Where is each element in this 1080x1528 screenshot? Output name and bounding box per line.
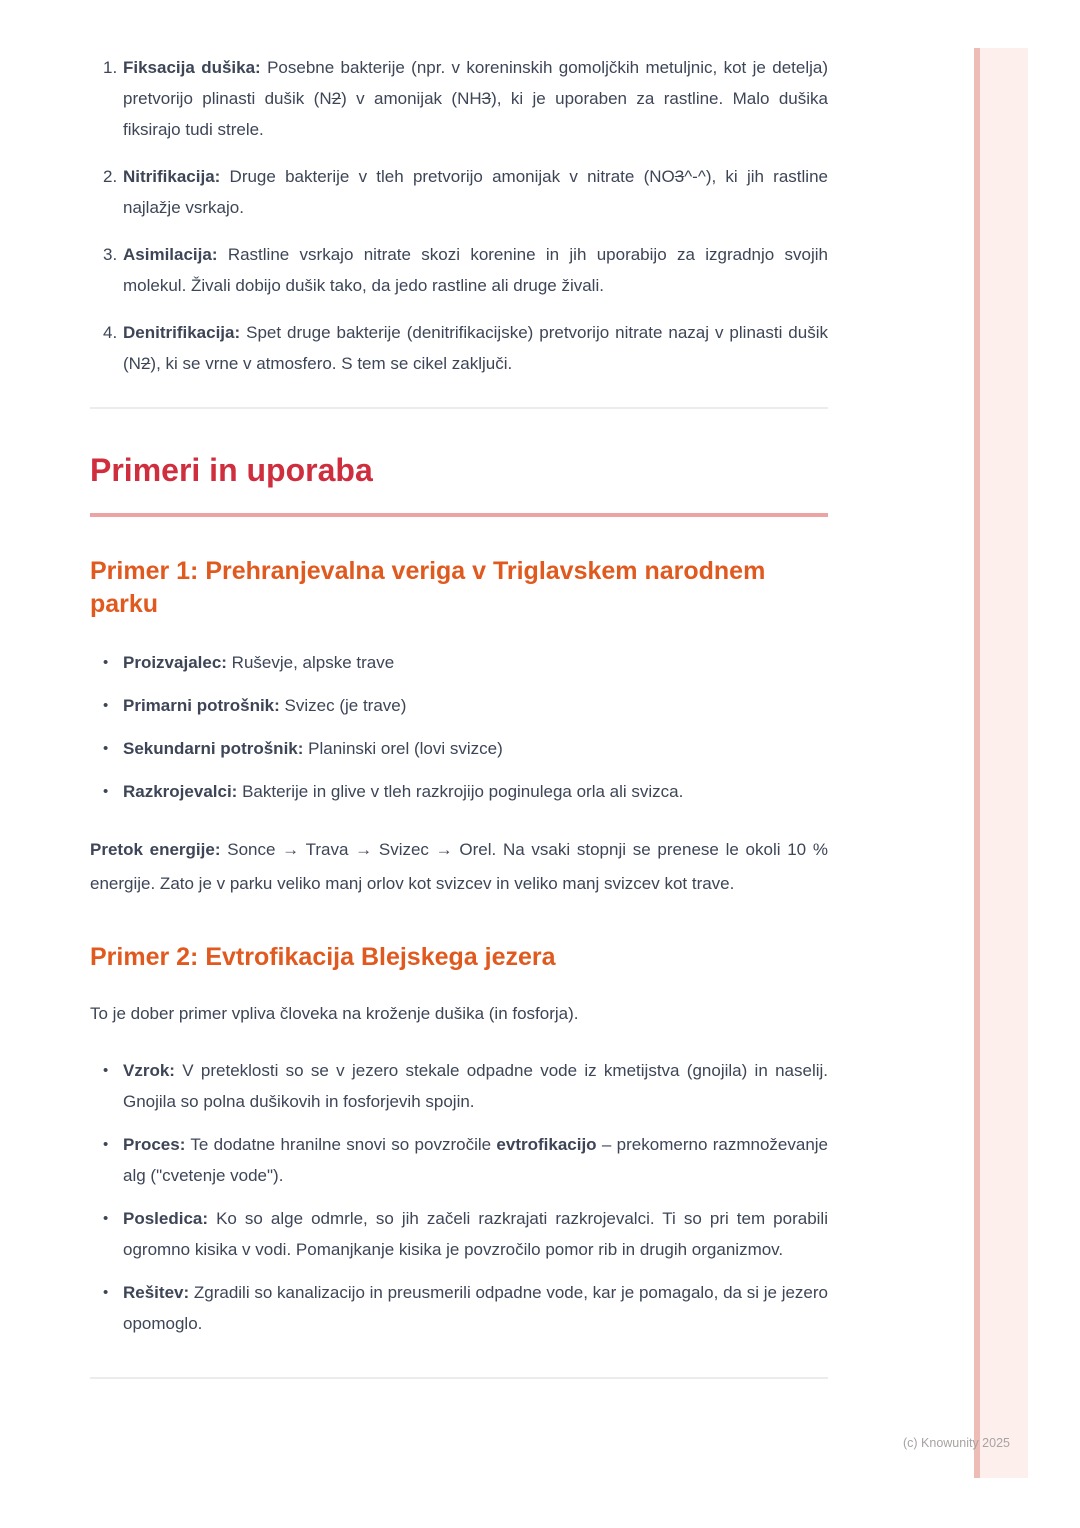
list-item-number: 1.	[103, 58, 118, 77]
list-item	[90, 317, 828, 379]
list-item-number: 3.	[103, 245, 118, 264]
list-item-text: Denitrifikacija: Spet druge bakterije (denitrifikacijske) pretvorijo nitrate nazaj v plinasti dušik (N2), ki se vrne v atmosfero. S tem se cikel zaključi.	[123, 323, 828, 373]
energy-flow-paragraph: Pretok energije: Sonce → Trava → Svizec → Orel. Na vsaki stopnji se prenese le okoli 10 % energije. Zato je v parku veliko manj orlov kot svizcev in veliko manj svizcev kot trave.	[90, 840, 828, 893]
list-item-number: 2.	[103, 167, 118, 186]
example1-title: Primer 1: Prehranjevalna veriga v Triglavskem narodnem parku	[90, 557, 766, 618]
copyright-text: (c) Knowunity 2025	[902, 1436, 1010, 1450]
bullet-text: Vzrok: V preteklosti so se v jezero stekale odpadne vode iz kmetijstva (gnojila) in naselij. Gnojila so polna dušikovih in fosforjevih spojin.	[123, 1061, 828, 1111]
bullet-item	[90, 1055, 828, 1117]
list-item	[90, 161, 828, 223]
bullet-dot-icon: •	[103, 697, 109, 714]
example2-intro-paragraph: To je dober primer vpliva človeka na kroženje dušika (in fosforja).	[90, 1004, 579, 1023]
bullet-text: Proizvajalec: Ruševje, alpske trave	[123, 653, 395, 672]
section-divider	[90, 407, 828, 409]
list-item-number: 4.	[103, 323, 118, 342]
page-content	[90, 52, 828, 1379]
example2-title: Primer 2: Evtrofikacija Blejskega jezera	[90, 943, 556, 971]
bullet-dot-icon: •	[103, 654, 109, 671]
right-accent-stripe	[974, 48, 1028, 1478]
bullet-dot-icon: •	[103, 1136, 109, 1153]
section-title: Primeri in uporaba	[90, 451, 828, 517]
bullet-dot-icon: •	[103, 1210, 109, 1227]
bullet-text: Sekundarni potrošnik: Planinski orel (lovi svizce)	[123, 739, 503, 758]
bullet-item	[90, 647, 828, 678]
bullet-text: Razkrojevalci: Bakterije in glive v tleh razkrojijo poginulega orla ali svizca.	[123, 782, 684, 801]
list-item-text: Fiksacija dušika: Posebne bakterije (npr. v koreninskih gomoljčkih metuljnic, kot je detelja) pretvorijo plinasti dušik (N2) v amonijak (NH3), ki je uporaben za rastline. Malo dušika fiksirajo tudi strele.	[123, 58, 828, 139]
list-item	[90, 52, 828, 145]
bullet-item	[90, 690, 828, 721]
bullet-dot-icon: •	[103, 740, 109, 757]
bullet-text: Rešitev: Zgradili so kanalizacijo in preusmerili odpadne vode, kar je pomagalo, da si je jezero opomoglo.	[123, 1283, 828, 1333]
bullet-item	[90, 776, 828, 807]
list-item-text: Nitrifikacija: Druge bakterije v tleh pretvorijo amonijak v nitrate (NO3^-^), ki jih rastline najlažje vsrkajo.	[123, 167, 828, 217]
bullet-item	[90, 1129, 828, 1191]
example2-bullet-list	[90, 1055, 828, 1339]
list-item	[90, 239, 828, 301]
bullet-dot-icon: •	[103, 783, 109, 800]
bullet-dot-icon: •	[103, 1062, 109, 1079]
bullet-item	[90, 733, 828, 764]
footer-divider	[90, 1377, 828, 1379]
bullet-item	[90, 1203, 828, 1265]
bullet-text: Posledica: Ko so alge odmrle, so jih začeli razkrajati razkrojevalci. Ti so pri tem porabili ogromno kisika v vodi. Pomanjkanje kisika je povzročilo pomor rib in drugih organizmov.	[123, 1209, 828, 1259]
bullet-item	[90, 1277, 828, 1339]
nitrogen-cycle-numbered-list	[90, 52, 828, 379]
bullet-dot-icon: •	[103, 1284, 109, 1301]
bullet-text: Proces: Te dodatne hranilne snovi so povzročile evtrofikacijo – prekomerno razmnoževanje alg ("cvetenje vode").	[123, 1135, 828, 1185]
bullet-text: Primarni potrošnik: Svizec (je trave)	[123, 696, 407, 715]
example1-bullet-list	[90, 647, 828, 807]
list-item-text: Asimilacija: Rastline vsrkajo nitrate skozi korenine in jih uporabijo za izgradnjo svojih molekul. Živali dobijo dušik tako, da jedo rastline ali druge živali.	[123, 245, 828, 295]
